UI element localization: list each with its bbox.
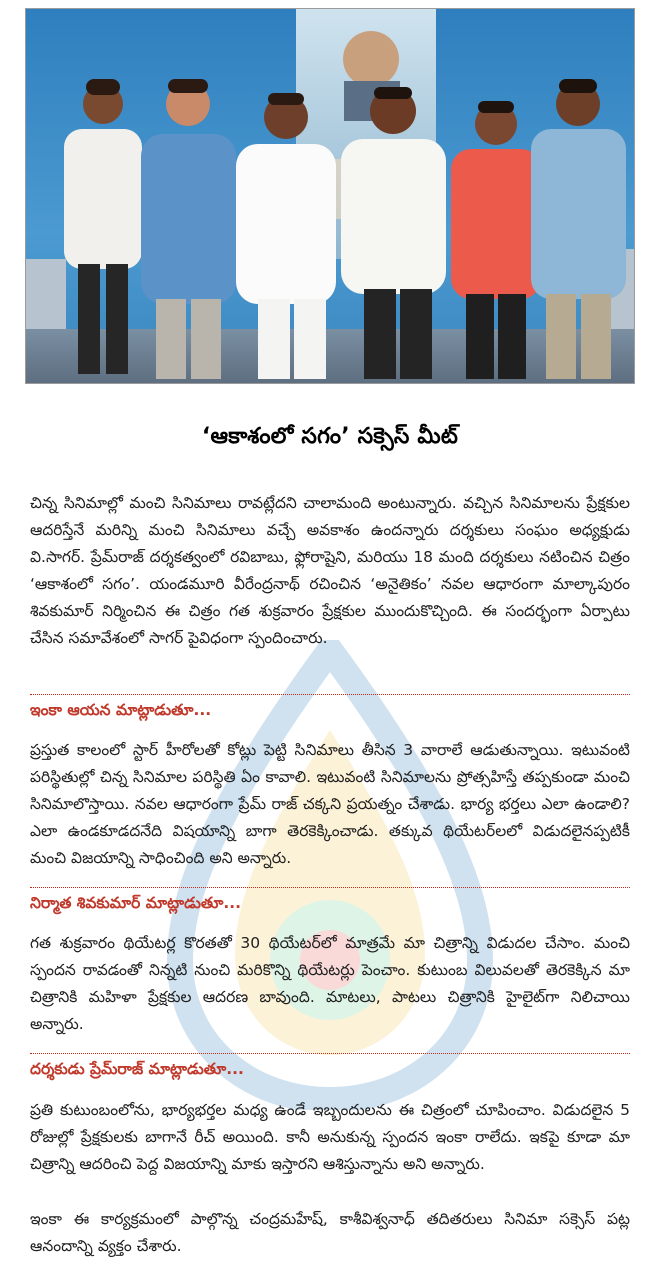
article-intro-paragraph: చిన్న సినిమాల్లో మంచి సినిమాలు రావట్లేదని చాలామంది అంటున్నారు. వచ్చిన సినిమాలను ప్రేక్షకుల ఆదరిస్తేనే మరిన్ని మంచి సినిమాలు వచ్చే అవకాశం ఉందన్నారు దర్శకులు సంఘం అధ్యక్షుడు వి.సాగర్. ప్రేమ్‌రాజ్ దర్శకత్వంలో రవిబాబు, ఫ్లోరాషైని, మరియు 18 మంది దర్శకులు నటించిన చిత్రం ‘ఆకాశంలో సగం’. యండమూరి వీరేంద్రనాథ్ రచించిన ‘అనైతికం’ నవల ఆధారంగా మాల్కాపురం శివకుమార్ నిర్మించిన ఈ చిత్రం గత శుక్రవారం ప్రేక్షకుల ముందుకొచ్చింది. ఈ సందర్భంగా ఏర్పాటు చేసిన సమావేశంలో సాగర్ పైవిధంగా స్పందించారు. — [30, 494, 630, 647]
section-divider — [30, 694, 630, 695]
section-divider — [30, 887, 630, 888]
section-body-3: ప్రతి కుటుంబంలోను, భార్యభర్తల మధ్య ఉండే ఇబ్బందులను ఈ చిత్రంలో చూపించాం. విడుదలైన 5 రోజుల్లో ప్రేక్షకులకు బాగానే రీచ్ అయింది. కానీ అనుకున్న స్పందన ఇంకా రాలేదు. ఇకపై కూడా మా చిత్రాన్ని ఆదరించి పెద్ద విజయాన్ని మాకు ఇస్తారని ఆశిస్తున్నాను అని అన్నారు. — [30, 1101, 630, 1173]
section-body-2: గత శుక్రవారం థియేటర్ల కొరతతో 30 థియేటర్‌లో మాత్రమే మా చిత్రాన్ని విడుదల చేసాం. మంచి స్పందన రావడంతో నిన్నటి నుంచి మరికొన్ని థియేటర్లు పెంచాం. కుటుంబ విలువలతో తెరకెక్కిన మా చిత్రానికి మహిళా ప్రేక్షకుల ఆదరణ బావుంది. మాటలు, పాటలు చిత్రానికి హైలైట్‌గా నిలిచాయి అన్నారు. — [30, 934, 630, 1033]
section-divider — [30, 1053, 630, 1054]
section-heading-2: నిర్మాత శివకుమార్ మాట్లాడుతూ... — [30, 894, 241, 912]
article-closing-paragraph: ఇంకా ఈ కార్యక్రమంలో పాల్గొన్న చంద్రమహేష్, కాశీవిశ్వనాధ్ తదితరులు సినిమా సక్సెస్ పట్ల ఆనందాన్ని వ్యక్తం చేశారు. — [30, 1210, 630, 1255]
event-photo — [25, 8, 635, 384]
section-heading-3: దర్శకుడు ప్రేమ్‌రాజ్ మాట్లాడుతూ... — [30, 1060, 244, 1078]
section-heading-1: ఇంకా ఆయన మాట్లాడుతూ... — [30, 701, 212, 719]
section-body-1: ప్రస్తుత కాలంలో స్టార్ హీరోలతో కోట్లు పెట్టి సినిమాలు తీసిన 3 వారాలే ఆడుతున్నాయి. ఇటువంటి పరిస్థితుల్లో చిన్న సినిమాల పరిస్థితి ఏం కావాలి. ఇటువంటి సినిమాలను ప్రోత్సహిస్తే తప్పకుండా మంచి సినిమాలొస్తాయి. నవల ఆధారంగా ప్రేమ్ రాజ్ చక్కని ప్రయత్నం చేశాడు. భార్య భర్తలు ఎలా ఉండాలి? ఎలా ఉండకూడదనేది విషయాన్ని బాగా తెరకెక్కించాడు. తక్కువ థియేటర్‌లలో విడుదలైనప్పటికీ మంచి విజయాన్ని సాధించింది అని అన్నారు. — [30, 741, 630, 867]
article-headline: ‘ఆకాశంలో సగం’ సక్సెస్ మీట్ — [201, 424, 459, 449]
